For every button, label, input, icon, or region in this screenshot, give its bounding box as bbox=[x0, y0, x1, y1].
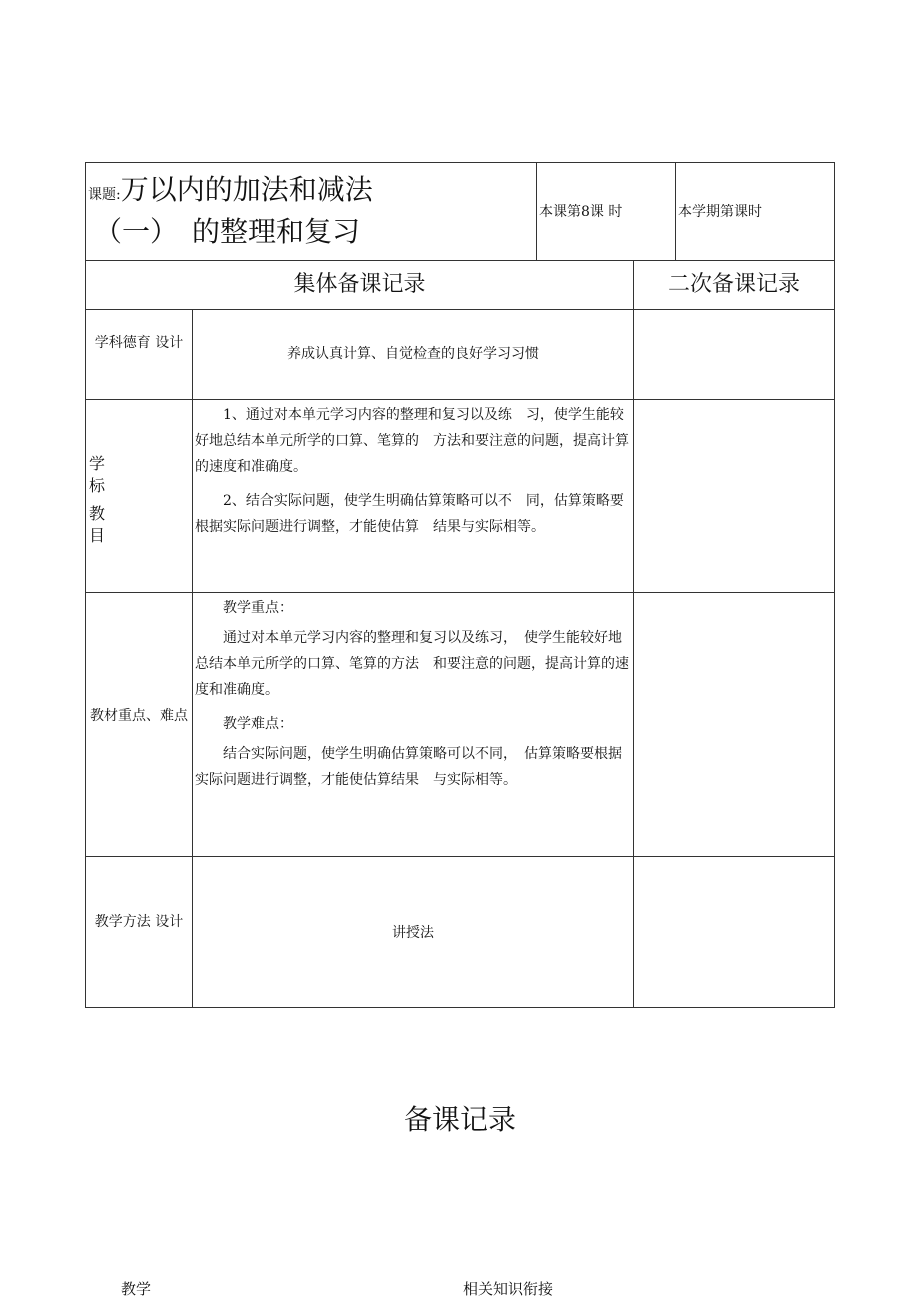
collective-record-header: 集体备课记录 bbox=[293, 272, 426, 297]
grid-line bbox=[85, 162, 835, 163]
key-points-title: 教学重点： bbox=[223, 600, 293, 616]
grid-line bbox=[85, 399, 835, 400]
objectives-label bbox=[89, 453, 119, 547]
objective-paragraph: 2、结合实际问题，使学生明确估算策略可以不 同，估算策略要根据实际问题进行调整，才能使估算 结果与实际相等。 bbox=[195, 493, 624, 535]
grid-line bbox=[633, 260, 634, 1008]
footer-related-knowledge-label: 相关知识衔接 bbox=[463, 1280, 554, 1298]
grid-line bbox=[85, 1007, 835, 1008]
secondary-record-header: 二次备课记录 bbox=[667, 272, 800, 297]
moral-design-content: 养成认真计算、自觉检查的良好学习习惯 bbox=[287, 346, 539, 362]
grid-line bbox=[536, 162, 537, 260]
grid-line bbox=[85, 856, 835, 857]
topic-cell bbox=[88, 170, 534, 254]
difficulty-text: 结合实际问题，使学生明确估算策略可以不同， 估算策略要根据实际问题进行调整，才能使估算结果 与实际相等。 bbox=[195, 746, 622, 788]
grid-line bbox=[85, 309, 835, 310]
objectives-label-char: 目 bbox=[89, 526, 106, 545]
lesson-number: 本课第8课 时 bbox=[539, 204, 623, 220]
method-content: 讲授法 bbox=[392, 925, 434, 941]
key-points-content bbox=[195, 595, 631, 801]
grid-line bbox=[834, 162, 835, 1008]
objectives-label-char: 学 bbox=[89, 454, 106, 473]
method-label: 教学方法 设计 bbox=[94, 914, 184, 930]
moral-design-label: 学科德育 设计 bbox=[94, 335, 184, 351]
key-points-text: 通过对本单元学习内容的整理和复习以及练习， 使学生能较好地总结本单元所学的口算、笔算的方法 和要注意的问题，提高计算的速度和准确度。 bbox=[195, 630, 629, 698]
footer-teaching-label: 教学 bbox=[121, 1280, 152, 1298]
objectives-label-char: 教 bbox=[89, 504, 106, 523]
grid-line bbox=[192, 309, 193, 1008]
key-points-label: 教材重点、难点 bbox=[90, 708, 188, 724]
topic-title-line2: （一） 的整理和复习 bbox=[94, 215, 361, 248]
difficulty-title: 教学难点： bbox=[223, 716, 293, 732]
objectives-label-char: 标 bbox=[89, 476, 106, 495]
objective-paragraph: 1、通过对本单元学习内容的整理和复习以及练 习，使学生能较好地总结本单元所学的口算、笔算的 方法和要注意的问题，提高计算的速度和准确度。 bbox=[195, 407, 629, 475]
grid-line bbox=[85, 592, 835, 593]
record-title: 备课记录 bbox=[403, 1103, 516, 1136]
grid-line bbox=[675, 162, 676, 260]
topic-title-line1: 万以内的加法和减法 bbox=[120, 173, 373, 206]
objectives-content bbox=[195, 402, 631, 548]
topic-label: 课题: bbox=[88, 187, 121, 203]
semester-number: 本学期第课时 bbox=[678, 204, 762, 220]
